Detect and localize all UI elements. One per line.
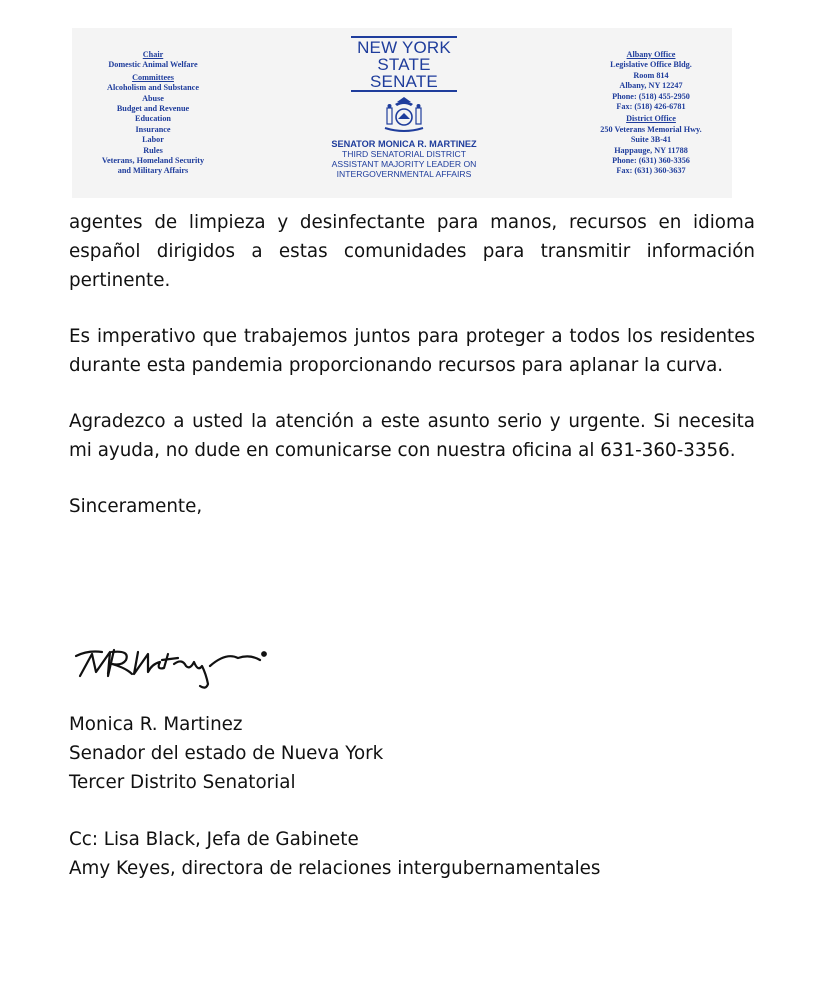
state-seal-icon bbox=[381, 95, 427, 135]
district-office-line: Phone: (631) 360-3356 bbox=[612, 156, 690, 166]
committee-line: Veterans, Homeland Security bbox=[101, 156, 205, 166]
albany-office-heading: Albany Office bbox=[626, 50, 676, 59]
cc-block bbox=[69, 825, 600, 883]
letterhead-offices-column bbox=[578, 50, 724, 177]
albany-office-line: Fax: (518) 426-6781 bbox=[616, 102, 686, 112]
body-paragraph: Agradezco a usted la atención a este asunto serio y urgente. Si necesita mi ayuda, no dude en comunicarse con nuestra oficina al 631-360-3356. bbox=[69, 411, 755, 461]
senate-logo-line: STATE bbox=[377, 55, 431, 74]
albany-office-line: Albany, NY 12247 bbox=[619, 81, 683, 91]
district-office-heading: District Office bbox=[626, 114, 676, 124]
committee-line: Labor bbox=[142, 135, 164, 145]
cc-line: Amy Keyes, directora de relaciones intergubernamentales bbox=[69, 858, 601, 879]
chair-heading: Chair bbox=[142, 50, 164, 59]
senator-role: ASSISTANT MAJORITY LEADER ON bbox=[331, 159, 477, 169]
committee-line: Abuse bbox=[142, 93, 164, 103]
signer-title: Senador del estado de Nueva York bbox=[69, 743, 384, 764]
committees-heading: Committees bbox=[132, 72, 174, 82]
handwritten-signature bbox=[68, 640, 283, 692]
body-paragraph: agentes de limpieza y desinfectante para manos, recursos en idioma español dirigidos a estas comunidades para transmitir información pertinente. bbox=[69, 212, 755, 291]
signature-block bbox=[69, 710, 383, 797]
closing-salutation: Sinceramente, bbox=[69, 496, 203, 517]
committee-line: and Military Affairs bbox=[117, 166, 189, 176]
committee-line: Insurance bbox=[135, 124, 171, 134]
letterhead-center bbox=[272, 36, 536, 179]
district-office-line: Fax: (631) 360-3637 bbox=[616, 166, 686, 176]
albany-office-line: Phone: (518) 455-2950 bbox=[612, 91, 690, 101]
letter-body bbox=[69, 208, 755, 521]
albany-office-line: Legislative Office Bldg. bbox=[610, 60, 692, 70]
committee-line: Education bbox=[135, 114, 171, 124]
letterhead-committees-column bbox=[78, 50, 228, 177]
committee-line: Rules bbox=[143, 145, 163, 155]
signer-district: Tercer Distrito Senatorial bbox=[69, 772, 296, 793]
district-office-line: Suite 3B-41 bbox=[630, 135, 672, 145]
committee-line: Alcoholism and Substance bbox=[107, 83, 199, 93]
chair-line: Domestic Animal Welfare bbox=[108, 60, 198, 70]
signer-name: Monica R. Martinez bbox=[69, 714, 243, 735]
senate-logo-line: SENATE bbox=[370, 72, 438, 91]
senate-logo-line: NEW YORK bbox=[357, 38, 451, 57]
district-office-line: Happauge, NY 11788 bbox=[614, 145, 688, 155]
district-office-line: 250 Veterans Memorial Hwy. bbox=[600, 124, 702, 134]
senator-district: THIRD SENATORIAL DISTRICT bbox=[342, 149, 466, 159]
body-paragraph: Es imperativo que trabajemos juntos para proteger a todos los residentes durante esta pandemia proporcionando recursos para aplanar la curva. bbox=[69, 326, 755, 376]
cc-line: Cc: Lisa Black, Jefa de Gabinete bbox=[69, 829, 359, 850]
senate-logo bbox=[351, 36, 457, 92]
committee-line: Budget and Revenue bbox=[116, 104, 190, 114]
albany-office-line: Room 814 bbox=[633, 70, 669, 80]
senator-role: INTERGOVERNMENTAL AFFAIRS bbox=[336, 169, 472, 179]
senator-name: SENATOR MONICA R. MARTINEZ bbox=[331, 139, 477, 149]
letterhead bbox=[72, 28, 732, 198]
